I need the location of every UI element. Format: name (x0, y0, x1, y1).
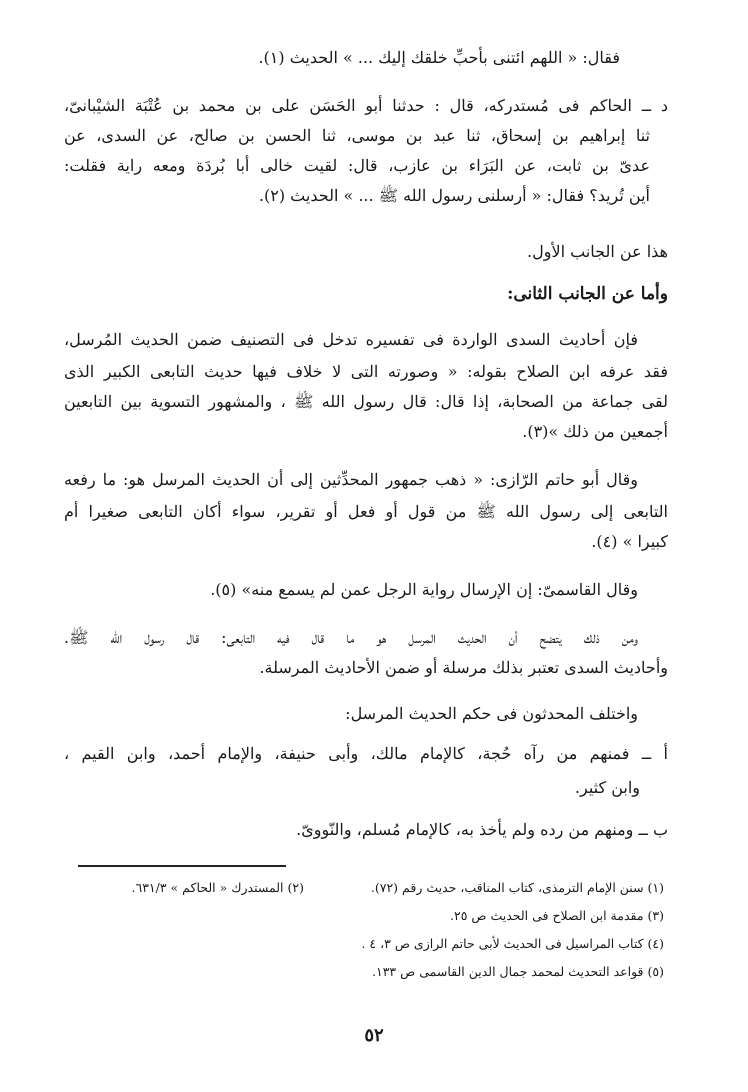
page-number: ٥٢ (364, 1025, 384, 1046)
text-line: وقال القاسمىّ: إن الإرسال رواية الرجل عمن لم يسمع منه» (٥). (210, 580, 638, 599)
text-line: عدىّ بن ثابت، عن البَرَاء بن عازب، قال: لقيت خالى أبا بُردَة ومعه راية فقلت: (64, 156, 650, 175)
text-line: لقى جماعة من الصحابة، إذا قال: قال رسول الله ﷺ ، والمشهور التسوية بين التابعين (64, 392, 668, 411)
text-line: التابعى إلى رسول الله ﷺ من قول أو فعل أو تقرير، سواء أكان التابعى صغيرا أم (64, 502, 668, 521)
footnote: (٢) المستدرك « الحاكم » ٦٣١/٣. (131, 880, 304, 895)
text-line: فقال: « اللهم ائتنى بأحبِّ خلقك إليك ... » الحديث (١). (258, 48, 620, 67)
section-heading: وأما عن الجانب الثانى: (507, 284, 668, 304)
list-item-line: ب ــ ومنهم من رده ولم يأخذ به، كالإمام مُسلم، والنّووىّ. (296, 820, 668, 839)
footnote: (٥) قواعد التحديث لمحمد جمال الدين القاسمى ص ١٣٣. (372, 964, 664, 979)
text-line: أين تُريد؟ فقال: « أرسلنى رسول الله ﷺ ... » الحديث (٢). (258, 186, 650, 205)
footnote-separator (78, 865, 286, 867)
text-line: أجمعين من ذلك »(٣). (522, 422, 668, 441)
text-line: ثنا إبراهيم بن إسحاق، ثنا عبد بن موسى، ثنا الحسن بن صالح، عن السدى، عن (64, 126, 650, 145)
text-line: واختلف المحدثون فى حكم الحديث المرسل: (345, 704, 638, 723)
text-line: وقال أبو حاتم الرّازى: « ذهب جمهور المحدِّثين إلى أن الحديث المرسل هو: ما رفعه (64, 470, 638, 489)
text-line: وأحاديث السدى تعتبر بذلك مرسلة أو ضمن الأحاديث المرسلة. (259, 658, 668, 677)
text-line: فإن أحاديث السدى الواردة فى تفسيره تدخل فى التصنيف ضمن الحديث المُرسل، (64, 330, 638, 349)
text-line: فقد عرفه ابن الصلاح بقوله: « وصورته التى لا خلاف فيها حديث التابعى الكبير الذى (64, 362, 668, 381)
text-line: كبيرا » (٤). (591, 532, 668, 551)
text-line: ومن ذلك يتضح أن الحديث المرسل هو ما قال فيه التابعى: قال رسول الله ﷺ. (64, 628, 638, 647)
text-line: د ــ الحاكم فى مُستدركه، قال : حدثنا أبو الحَسَن على بن محمد بن عُتْبَة الشيْبانىّ، (64, 96, 668, 115)
footnote: (٣) مقدمة ابن الصلاح فى الحديث ص ٢٥. (450, 908, 664, 923)
list-item-line: وابن كثير. (574, 778, 640, 797)
footnote: (٤) كتاب المراسيل فى الحديث لأبى حاتم الرازى ص ٣، ٤ . (361, 936, 664, 951)
text-line: هذا عن الجانب الأول. (527, 242, 668, 261)
footnote: (١) سنن الإمام الترمذى، كتاب المناقب، حديث رقم (٧٢). (370, 880, 664, 895)
list-item-line: أ ــ فمنهم من رآه حُجة، كالإمام مالك، وأبى حنيفة، والإمام أحمد، وابن القيم ، (64, 744, 668, 763)
